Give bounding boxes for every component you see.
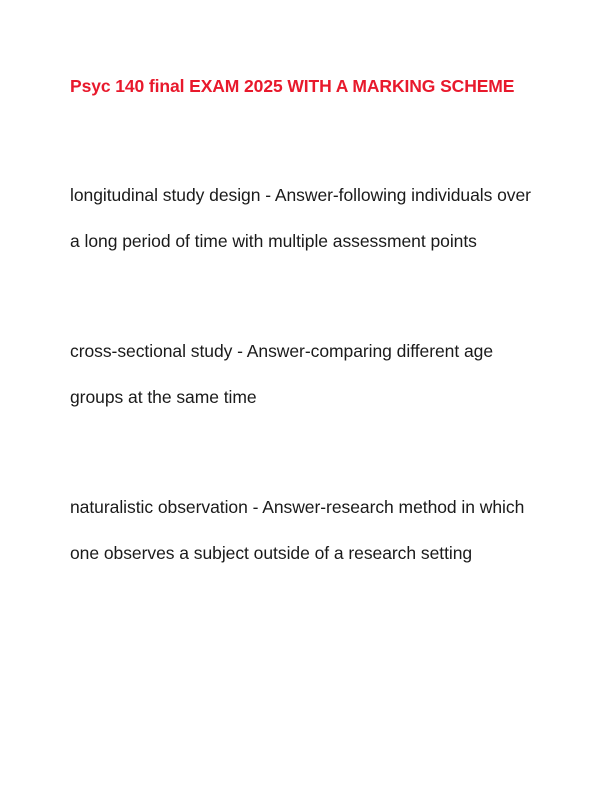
study-term-entry: naturalistic observation - Answer-research method in which one observes a subject outside of a research setting xyxy=(70,496,525,563)
page-title: Psyc 140 final EXAM 2025 WITH A MARKING SCHEME xyxy=(70,76,515,96)
title-spacer xyxy=(70,110,544,172)
document-body xyxy=(70,64,544,576)
study-term-entry: longitudinal study design - Answer-following individuals over a long period of time with multiple assessment points xyxy=(70,184,531,251)
paragraph-spacer xyxy=(70,264,544,328)
paragraph-spacer xyxy=(70,420,544,484)
study-term-entry: cross-sectional study - Answer-comparing different age groups at the same time xyxy=(70,340,494,407)
